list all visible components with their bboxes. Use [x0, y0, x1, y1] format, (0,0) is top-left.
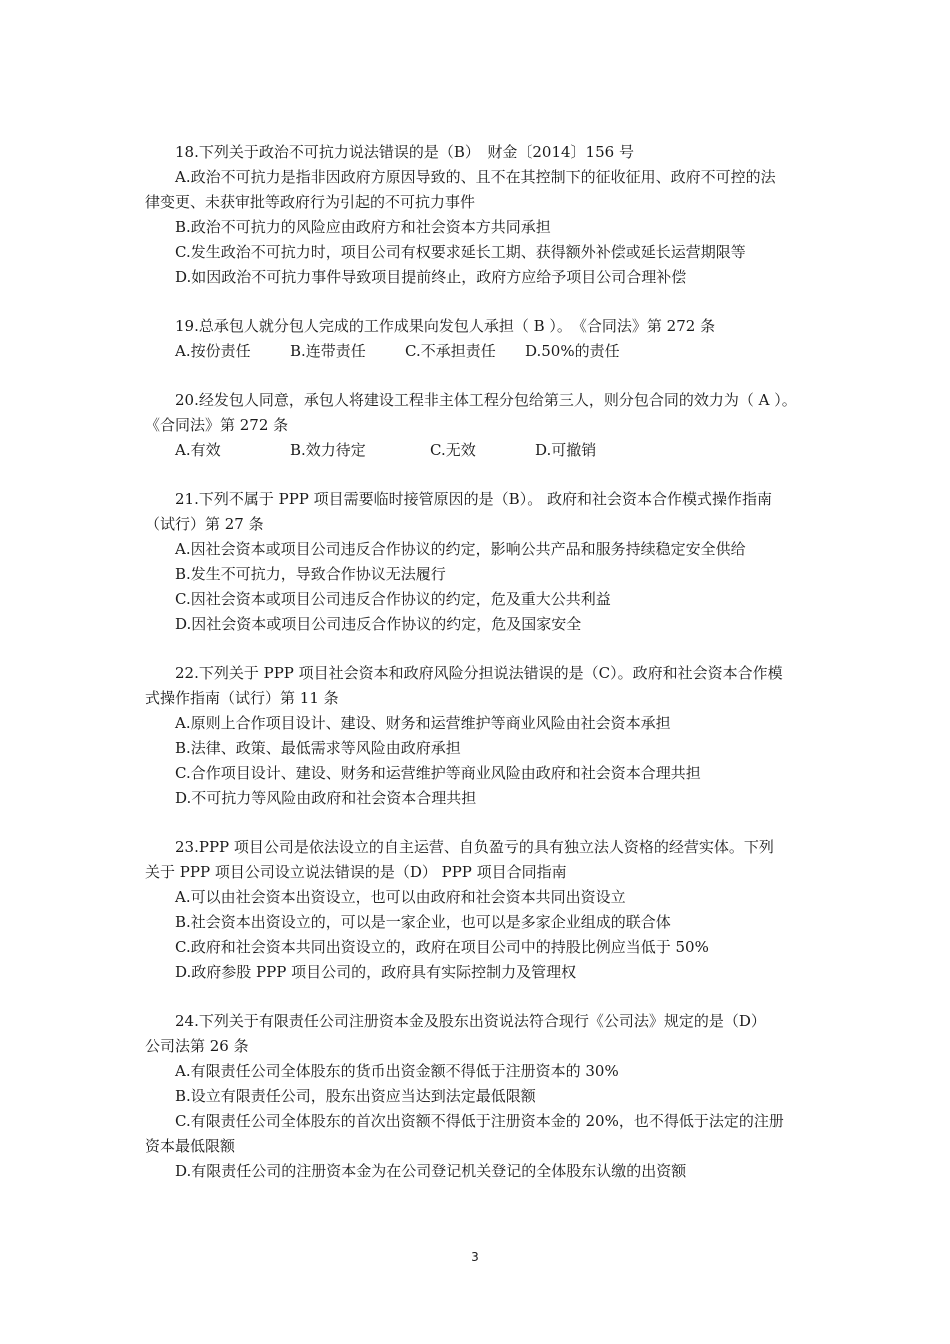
option-b: B.连带责任 — [290, 342, 366, 360]
question-stem-continued: 式操作指南（试行）第 11 条 — [145, 689, 339, 707]
option-d: D.有限责任公司的注册资本金为在公司登记机关登记的全体股东认缴的出资额 — [175, 1162, 687, 1180]
option-d: D.因社会资本或项目公司违反合作协议的约定，危及国家安全 — [175, 615, 582, 633]
question-stem-continued: 公司法第 26 条 — [145, 1037, 249, 1055]
option-d: D.如因政治不可抗力事件导致项目提前终止，政府方应给予项目公司合理补偿 — [175, 268, 687, 286]
question-stem: 20.经发包人同意，承包人将建设工程非主体工程分包给第三人，则分包合同的效力为（ A ）。 — [175, 391, 797, 409]
option-a: A.有限责任公司全体股东的货币出资金额不得低于注册资本的 30% — [175, 1062, 619, 1080]
option-b: B.法律、政策、最低需求等风险由政府承担 — [175, 739, 461, 757]
page-number: 3 — [471, 1250, 479, 1264]
question-stem: 24.下列关于有限责任公司注册资本金及股东出资说法符合现行《公司法》规定的是（D） — [175, 1012, 766, 1030]
option-c: C.不承担责任 — [405, 342, 496, 360]
question-stem: 22.下列关于 PPP 项目社会资本和政府风险分担说法错误的是（C）。政府和社会资本合作模 — [175, 664, 783, 682]
question-stem: 19.总承包人就分包人完成的工作成果向发包人承担（ B ）。 《合同法》第 272 条 — [175, 317, 716, 335]
question-stem-continued: （试行）第 27 条 — [145, 515, 264, 533]
option-b: B.政治不可抗力的风险应由政府方和社会资本方共同承担 — [175, 218, 551, 236]
question-stem-continued: 关于 PPP 项目公司设立说法错误的是（D） PPP 项目合同指南 — [145, 863, 567, 881]
question-21 — [145, 487, 840, 637]
question-23 — [145, 835, 840, 985]
option-c-continued: 资本最低限额 — [145, 1137, 236, 1155]
question-20 — [145, 388, 840, 463]
question-stem: 23.PPP 项目公司是依法设立的自主运营、自负盈亏的具有独立法人资格的经营实体。下列 — [175, 838, 774, 856]
option-b: B.发生不可抗力，导致合作协议无法履行 — [175, 565, 446, 583]
question-19 — [145, 314, 840, 364]
question-stem: 21.下列不属于 PPP 项目需要临时接管原因的是（B）。 政府和社会资本合作模式操作指南 — [175, 490, 772, 508]
option-a: A.可以由社会资本出资设立，也可以由政府和社会资本共同出资设立 — [175, 888, 626, 906]
choice-row — [145, 339, 840, 364]
option-d: D.50%的责任 — [525, 342, 620, 360]
option-a-continued: 律变更、未获审批等政府行为引起的不可抗力事件 — [145, 193, 476, 211]
option-a: A.按份责任 — [175, 342, 251, 360]
option-c: C.发生政治不可抗力时，项目公司有权要求延长工期、获得额外补偿或延长运营期限等 — [175, 243, 746, 261]
choice-row — [145, 438, 840, 463]
option-a: A.原则上合作项目设计、建设、财务和运营维护等商业风险由社会资本承担 — [175, 714, 671, 732]
question-18 — [145, 140, 840, 290]
option-b: B.社会资本出资设立的，可以是一家企业，也可以是多家企业组成的联合体 — [175, 913, 671, 931]
option-a: A.因社会资本或项目公司违反合作协议的约定，影响公共产品和服务持续稳定安全供给 — [175, 540, 746, 558]
question-22 — [145, 661, 840, 811]
option-c: C.无效 — [430, 441, 476, 459]
option-c: C.政府和社会资本共同出资设立的，政府在项目公司中的持股比例应当低于 50% — [175, 938, 709, 956]
option-c: C.因社会资本或项目公司违反合作协议的约定，危及重大公共利益 — [175, 590, 611, 608]
question-stem: 18.下列关于政治不可抗力说法错误的是（B） 财金〔2014〕156 号 — [175, 143, 634, 161]
option-b: B.设立有限责任公司，股东出资应当达到法定最低限额 — [175, 1087, 536, 1105]
question-stem-continued: 《合同法》第 272 条 — [145, 416, 289, 434]
question-24 — [145, 1009, 840, 1184]
option-a: A.有效 — [175, 441, 221, 459]
option-b: B.效力待定 — [290, 441, 366, 459]
document-body — [145, 140, 840, 1208]
option-c: C.合作项目设计、建设、财务和运营维护等商业风险由政府和社会资本合理共担 — [175, 764, 701, 782]
option-d: D.不可抗力等风险由政府和社会资本合理共担 — [175, 789, 477, 807]
option-d: D.政府参股 PPP 项目公司的，政府具有实际控制力及管理权 — [175, 963, 577, 981]
option-d: D.可撤销 — [535, 441, 597, 459]
option-c: C.有限责任公司全体股东的首次出资额不得低于注册资本金的 20%，也不得低于法定的注册 — [175, 1112, 784, 1130]
option-a: A.政治不可抗力是指非因政府方原因导致的、且不在其控制下的征收征用、政府不可控的法 — [175, 168, 776, 186]
